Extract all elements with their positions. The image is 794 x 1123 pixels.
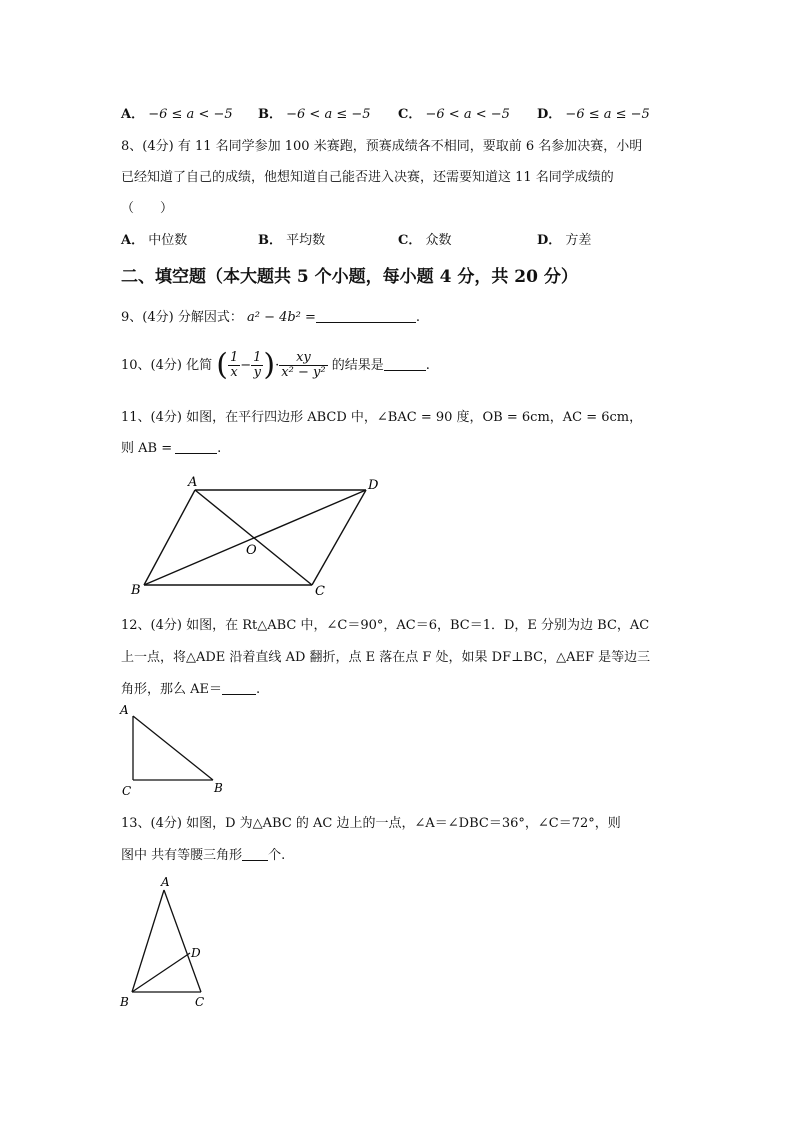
q7-option-b-text: −6 < a ≤ −5 (286, 107, 371, 122)
label-o: O (246, 543, 257, 558)
q9-expression: a² − 4b² = (246, 310, 316, 325)
label-a: A (188, 475, 198, 490)
q7-option-c-text: −6 < a < −5 (425, 107, 510, 122)
q8-option-b-text: 平均数 (286, 233, 326, 248)
q11-line1: 11、(4分) 如图，在平行四边形 ABCD 中，∠BAC = 90 度，OB = 6cm，AC = 6cm， (121, 410, 643, 425)
q13-line2-prefix: 图中 共有等腰三角形 (121, 848, 243, 863)
label-c: C (195, 995, 205, 1009)
q10-left-paren: ( (216, 347, 228, 383)
side-ab (132, 890, 164, 992)
q10-end: . (425, 358, 430, 373)
q10-fraction-3-denominator: x² − y² (281, 365, 326, 380)
section-heading: 二、填空题（本大题共 5 个小题，每小题 4 分，共 20 分） (121, 267, 578, 287)
q7-option-c (398, 103, 510, 122)
q8-option-b (258, 229, 325, 248)
label-a: A (120, 703, 129, 717)
q8-option-b-letter: B． (258, 233, 282, 248)
q8-option-a (121, 229, 187, 248)
side-ba (133, 716, 213, 780)
segment-bd (132, 953, 190, 992)
q11-line2-prefix: 则 AB = (121, 441, 173, 456)
q7-option-a (121, 103, 233, 122)
label-c: C (315, 584, 325, 599)
q8-option-a-letter: A． (121, 233, 145, 248)
q13-line2-suffix: 个. (268, 848, 286, 863)
label-b: B (214, 781, 223, 795)
q8-option-d-text: 方差 (565, 233, 592, 248)
label-b: B (120, 995, 129, 1009)
label-c: C (122, 784, 132, 798)
q12-end: . (256, 682, 261, 697)
q7-option-b (258, 103, 371, 122)
q7-option-d (537, 103, 650, 122)
q9-end: . (415, 310, 421, 325)
q10-fraction-1-denominator: x (230, 365, 238, 380)
q10-suffix: 的结果是 (331, 358, 384, 373)
side-ca (164, 890, 201, 992)
q9-prefix: 9、(4分) 分解因式： (121, 310, 243, 325)
label-a: A (161, 875, 170, 889)
q8-option-c-text: 众数 (425, 233, 452, 248)
q12-answer-blank[interactable] (222, 682, 256, 695)
right-triangle-figure (115, 700, 235, 800)
q8-answer-paren: （ ） (121, 201, 174, 216)
q11-answer-blank[interactable] (175, 441, 217, 454)
q10-fraction-1-numerator: 1 (229, 350, 239, 365)
q10-fraction-2 (251, 351, 263, 380)
q10-fraction-1 (228, 351, 240, 380)
label-d: D (368, 478, 379, 493)
label-b: B (131, 583, 141, 598)
q7-option-a-letter: A． (121, 107, 145, 122)
q10-fraction-3 (279, 351, 327, 380)
q8-option-d-letter: D． (537, 233, 562, 248)
q9-answer-blank[interactable] (316, 310, 416, 323)
q12-line1: 12、(4分) 如图，在 Rt△ABC 中，∠C＝90°，AC＝6，BC＝1．D，E 分别为边 BC，AC (121, 618, 650, 633)
q12-line3 (121, 678, 260, 697)
q10-right-paren: ) (263, 347, 276, 383)
isosceles-triangle-figure (115, 872, 225, 1012)
diagonal-bd (144, 490, 366, 585)
q8-option-a-text: 中位数 (148, 233, 188, 248)
q9 (121, 306, 420, 325)
q7-option-a-text: −6 ≤ a < −5 (148, 107, 233, 122)
q10-fraction-2-denominator: y (253, 365, 261, 380)
q8-line1: 8、(4分) 有 11 名同学参加 100 米赛跑，预赛成绩各不相同，要取前 6 名参加决赛，小明 (121, 139, 643, 154)
parallelogram-figure (128, 472, 398, 602)
q7-option-d-text: −6 ≤ a ≤ −5 (565, 107, 650, 122)
q10 (121, 346, 430, 386)
q8-option-c (398, 229, 452, 248)
q11-line2 (121, 437, 221, 456)
q12-line2: 上一点，将△ADE 沿着直线 AD 翻折，点 E 落在点 F 处，如果 DF⊥BC，△AEF 是等边三 (121, 650, 651, 665)
q10-minus: − (240, 358, 252, 373)
q11-end: . (217, 441, 222, 456)
label-d: D (191, 946, 201, 960)
q12-line3-prefix: 角形，那么 AE＝ (121, 682, 223, 697)
q13-answer-blank[interactable] (242, 848, 268, 861)
side-dc (312, 490, 366, 585)
q8-line2: 已经知道了自己的成绩，他想知道自己能否进入决赛，还需要知道这 11 名同学成绩的 (121, 170, 614, 185)
q7-option-b-letter: B． (258, 107, 282, 122)
q7-option-d-letter: D． (537, 107, 562, 122)
q13-line1: 13、(4分) 如图，D 为△ABC 的 AC 边上的一点，∠A＝∠DBC＝36°，∠C＝72°，则 (121, 816, 621, 831)
q10-dot: · (275, 358, 280, 373)
side-ba (144, 490, 195, 585)
q8-option-d (537, 229, 591, 248)
q10-answer-blank[interactable] (384, 358, 426, 371)
q10-prefix: 10、(4分) 化简 (121, 358, 213, 373)
q10-fraction-3-numerator: xy (279, 351, 327, 366)
q8-option-c-letter: C． (398, 233, 422, 248)
q13-line2 (121, 844, 285, 863)
q10-fraction-2-numerator: 1 (253, 350, 262, 365)
q7-option-c-letter: C． (398, 107, 422, 122)
